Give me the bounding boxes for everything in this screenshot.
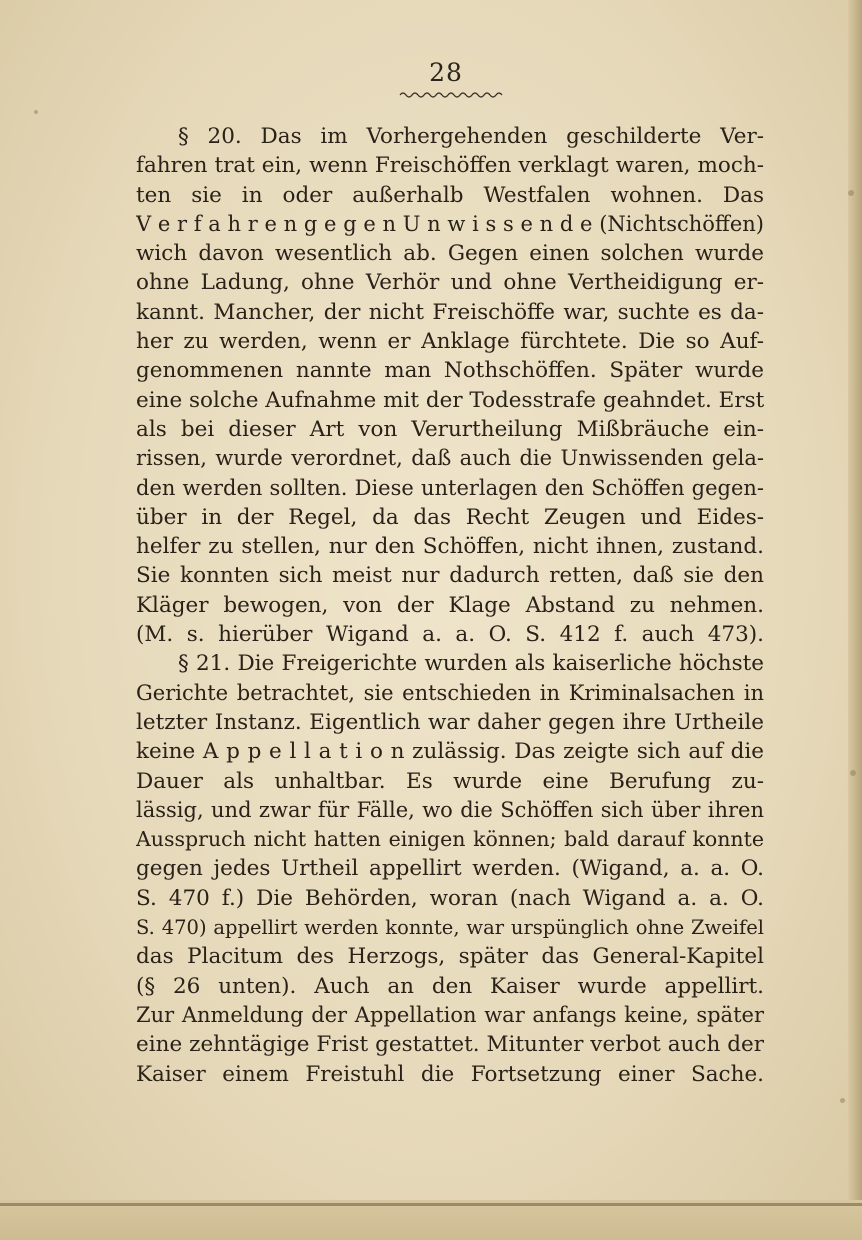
text-line: Kaiser einem Freistuhl die Fortsetzung einer Sache. [136, 1061, 764, 1087]
text-line: (§ 26 unten). Auch an den Kaiser wurde appellirt. [136, 973, 764, 999]
paper-spot [850, 770, 856, 776]
page-edge [848, 0, 862, 1240]
text-line: Dauer als unhaltbar. Es wurde eine Berufung zu- [136, 768, 764, 794]
text-line: § 21. Die Freigerichte wurden als kaiserliche höchste [178, 651, 764, 677]
paper-spot [840, 1098, 845, 1103]
text-line: (M. s. hierüber Wigand a. a. O. S. 412 f. auch 473). [136, 622, 764, 648]
page-number: 28 [429, 58, 463, 87]
text-line: Ausspruch nicht hatten einigen können; bald darauf konnte [136, 827, 764, 852]
text-line: helfer zu stellen, nur den Schöffen, nicht ihnen, zustand. [136, 534, 764, 560]
text-line: wich davon wesentlich ab. Gegen einen solchen wurde [136, 241, 764, 267]
text-line: letzter Instanz. Eigentlich war daher gegen ihre Urtheile [136, 709, 764, 735]
text-line: her zu werden, wenn er Anklage fürchtete. Die so Auf- [136, 329, 764, 355]
text-line: S. 470 f.) Die Behörden, woran (nach Wigand a. a. O. [136, 885, 764, 911]
text-line: das Placitum des Herzogs, später das General-Kapitel [136, 944, 764, 970]
page-bottom-rule [0, 1203, 862, 1206]
text-line: genommenen nannte man Nothschöffen. Später wurde [136, 358, 764, 384]
text-line: S. 470) appellirt werden konnte, war urspünglich ohne Zweifel [136, 916, 764, 940]
text-line: V e r f a h r e n g e g e n U n w i s s e n d e (Nichtschöffen) [136, 211, 764, 236]
text-line: ohne Ladung, ohne Verhör und ohne Vertheidigung er- [136, 270, 764, 296]
text-line: fahren trat ein, wenn Freischöffen verklagt waren, moch- [136, 153, 764, 179]
text-line: Kläger bewogen, von der Klage Abstand zu nehmen. [136, 592, 764, 618]
text-line: kannt. Mancher, der nicht Freischöffe war, suchte es da- [136, 299, 764, 325]
text-line: eine zehntägige Frist gestattet. Mitunter verbot auch der [136, 1032, 764, 1058]
paper-spot [848, 190, 854, 196]
text-line: eine solche Aufnahme mit der Todesstrafe geahndet. Erst [136, 387, 764, 413]
body-text [136, 122, 764, 1089]
paper-spot [34, 110, 38, 114]
text-line: keine A p p e l l a t i o n zulässig. Das zeigte sich auf die [136, 739, 764, 765]
page-bottom-band [0, 1200, 862, 1240]
wavy-rule-ornament [398, 90, 504, 100]
text-line: den werden sollten. Diese unterlagen den Schöffen gegen- [136, 475, 764, 500]
text-line: Sie konnten sich meist nur dadurch retten, daß sie den [136, 563, 764, 589]
text-line: § 20. Das im Vorhergehenden geschilderte Ver- [178, 124, 764, 149]
text-line: lässig, und zwar für Fälle, wo die Schöffen sich über ihren [136, 797, 764, 822]
text-line: Zur Anmeldung der Appellation war anfangs keine, später [136, 1002, 764, 1027]
text-line: als bei dieser Art von Verurtheilung Mißbräuche ein- [136, 416, 764, 442]
text-line: ten sie in oder außerhalb Westfalen wohnen. Das [136, 182, 764, 208]
text-line: Gerichte betrachtet, sie entschieden in Kriminalsachen in [136, 680, 764, 705]
text-line: rissen, wurde verordnet, daß auch die Unwissenden gela- [136, 446, 764, 471]
text-line: gegen jedes Urtheil appellirt werden. (Wigand, a. a. O. [136, 856, 764, 882]
text-line: über in der Regel, da das Recht Zeugen und Eides- [136, 504, 764, 530]
